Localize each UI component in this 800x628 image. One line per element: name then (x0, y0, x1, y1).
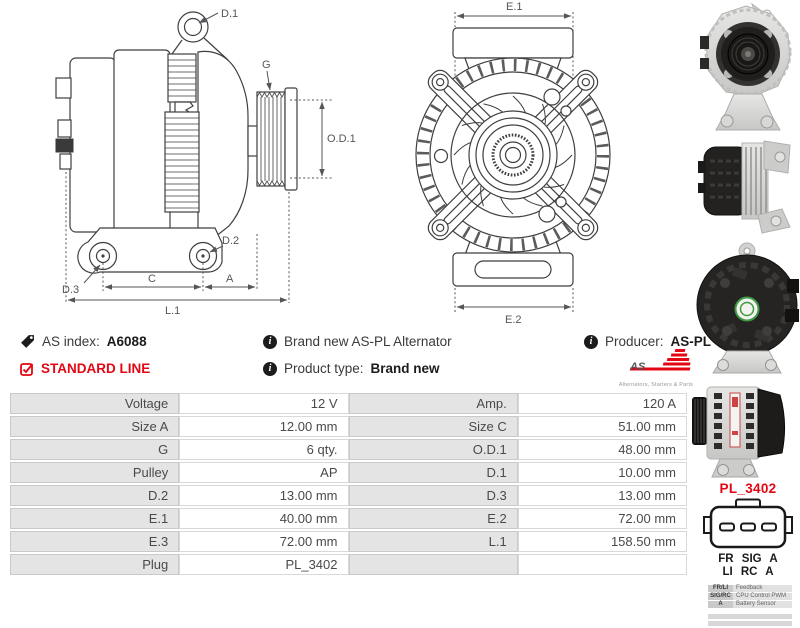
table-row (10, 554, 687, 575)
connector-pin (762, 524, 776, 531)
stator-fins (165, 112, 199, 212)
green-label-sticker (736, 298, 759, 321)
spec-label: D.3 (349, 485, 518, 506)
top-bracket (453, 28, 573, 58)
legend-row (708, 593, 792, 600)
pin-legend (708, 585, 792, 626)
spec-value: 13.00 mm (179, 485, 348, 506)
spec-value: 72.00 mm (179, 531, 348, 552)
spec-label: E.2 (349, 508, 518, 529)
legend-empty-row (708, 621, 792, 626)
connector-diagram (700, 498, 796, 552)
spec-value: AP (179, 462, 348, 483)
spec-value: 48.00 mm (518, 439, 687, 460)
spec-label: E.3 (10, 531, 179, 552)
spec-label: Amp. (349, 393, 518, 414)
spec-label: Size A (10, 416, 179, 437)
dim-label-g: G (262, 59, 271, 71)
pin-label-row2: LI RC A (722, 566, 774, 578)
product-type-row (263, 361, 440, 376)
info-icon: i (584, 335, 598, 349)
product-photo-rear[interactable] (697, 243, 797, 377)
terminal-tab (56, 139, 73, 152)
spec-value: 6 qty. (179, 439, 348, 460)
spec-label: L.1 (349, 531, 518, 552)
spec-label: G (10, 439, 179, 460)
table-row (10, 508, 687, 529)
table-row (10, 416, 687, 437)
as-pl-logo-mark (618, 346, 694, 376)
description-row (263, 334, 452, 349)
as-index-row (20, 334, 147, 349)
pin-label-row1: FR SIG A (718, 553, 778, 565)
legend-key: A (708, 601, 733, 608)
legend-row (708, 585, 792, 592)
spec-value: 72.00 mm (518, 508, 687, 529)
spec-label: E.1 (10, 508, 179, 529)
producer-value: AS-PL (670, 334, 712, 349)
product-photo-front[interactable] (700, 2, 796, 136)
product-type-label: Product type: (284, 361, 364, 376)
dim-label-e1: E.1 (506, 1, 523, 13)
spec-label (349, 554, 518, 575)
spec-value: PL_3402 (179, 554, 348, 575)
specs-table (10, 391, 687, 577)
info-icon: i (263, 362, 277, 376)
dim-label-e2: E.2 (505, 314, 522, 326)
logo-tagline: Alternators, Starters & Parts (618, 382, 694, 388)
tag-icon (20, 334, 35, 349)
spec-value: 12 V (179, 393, 348, 414)
dim-label-a: A (226, 273, 234, 285)
legend-row (708, 601, 792, 608)
spec-value: 158.50 mm (518, 531, 687, 552)
front-housing (198, 51, 248, 237)
legend-empty-row (708, 614, 792, 619)
dim-label-d3: D.3 (62, 284, 80, 296)
dim-label-d2: D.2 (222, 235, 240, 247)
pin-labels (700, 553, 796, 579)
spec-label: D.1 (349, 462, 518, 483)
spec-value: 13.00 mm (518, 485, 687, 506)
spec-value: 40.00 mm (179, 508, 348, 529)
as-pl-logo (618, 346, 694, 388)
as-index-value: A6088 (106, 334, 147, 349)
logo-text: AS (630, 361, 646, 373)
standard-line-badge: STANDARD LINE (41, 361, 151, 376)
as-index-label: AS index: (42, 334, 100, 349)
spec-label: Size C (349, 416, 518, 437)
product-photo-side-pulley[interactable] (692, 381, 800, 481)
spec-label: Plug (10, 554, 179, 575)
legend-value: CPU Control PWM (733, 593, 792, 600)
spec-label: D.2 (10, 485, 179, 506)
product-photo-side-rear[interactable] (698, 139, 794, 239)
standard-line-row (20, 361, 150, 376)
spec-value: 51.00 mm (518, 416, 687, 437)
pulley-flange (285, 88, 297, 190)
dim-label-d1: D.1 (221, 8, 239, 20)
table-row (10, 531, 687, 552)
plug-code: PL_3402 (719, 481, 777, 496)
side-view-technical-diagram (0, 0, 365, 330)
spec-value: 10.00 mm (518, 462, 687, 483)
spec-value: 12.00 mm (179, 416, 348, 437)
spec-label: O.D.1 (349, 439, 518, 460)
rear-housing (70, 58, 116, 232)
front-view-technical-diagram (395, 0, 695, 330)
checkbox-icon (20, 362, 34, 376)
table-row (10, 485, 687, 506)
legend-key: SIG/RC (708, 593, 733, 600)
table-row (10, 439, 687, 460)
bottom-bracket-front (453, 253, 573, 286)
dim-label-c: C (148, 273, 156, 285)
spec-value (518, 554, 687, 575)
table-row (10, 462, 687, 483)
product-type-value: Brand new (370, 361, 440, 376)
info-icon: i (263, 335, 277, 349)
producer-label: Producer: (605, 334, 664, 349)
legend-value: Battery Sensor (733, 601, 792, 608)
mid-housing (114, 50, 170, 236)
legend-key: FR/LI (708, 585, 733, 592)
connector-pin (720, 524, 734, 531)
spec-value: 120 A (518, 393, 687, 414)
dim-label-l1: L.1 (165, 305, 181, 317)
product-description: Brand new AS-PL Alternator (284, 334, 452, 349)
plug-connector-block (700, 481, 796, 628)
spec-label: Voltage (10, 393, 179, 414)
table-row (10, 393, 687, 414)
connector-pin (741, 524, 755, 531)
spec-label: Pulley (10, 462, 179, 483)
dim-label-od1: O.D.1 (327, 133, 356, 145)
legend-value: Feedback (733, 585, 792, 592)
